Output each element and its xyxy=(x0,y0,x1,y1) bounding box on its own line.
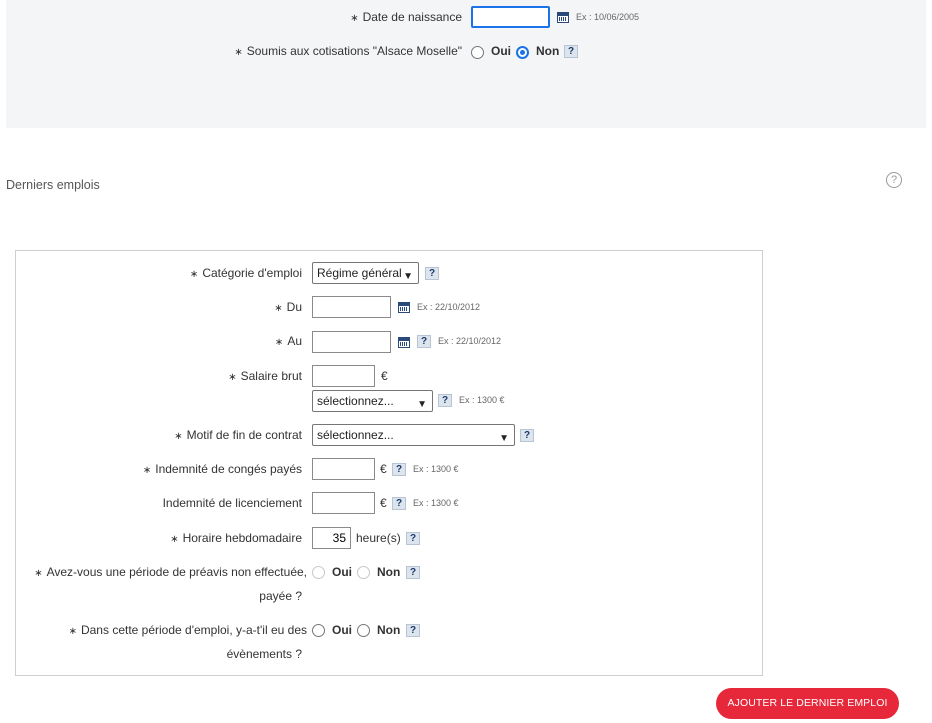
help-icon[interactable]: ? xyxy=(406,532,420,545)
categorie-label: Catégorie d'emploi xyxy=(202,266,302,280)
evenements-oui-label[interactable]: Oui xyxy=(332,623,352,637)
horaire-unit: heure(s) xyxy=(356,531,401,545)
preavis-non-label[interactable]: Non xyxy=(377,565,401,579)
evenements-non-label[interactable]: Non xyxy=(377,623,401,637)
licenciement-input[interactable] xyxy=(312,492,375,514)
motif-label-row xyxy=(40,428,302,442)
categorie-select[interactable] xyxy=(312,262,419,284)
required-marker: ∗ xyxy=(68,626,77,637)
evenements-oui-radio[interactable] xyxy=(312,624,325,637)
preavis-oui-label[interactable]: Oui xyxy=(332,565,352,579)
question-circle-icon[interactable]: ? xyxy=(886,172,902,188)
horaire-label: Horaire hebdomadaire xyxy=(182,531,302,545)
categorie-label-row xyxy=(40,266,302,280)
calendar-icon[interactable] xyxy=(398,302,410,313)
salaire-label: Salaire brut xyxy=(240,369,302,383)
alsace-non-label[interactable]: Non xyxy=(536,44,560,58)
alsace-non-radio[interactable] xyxy=(516,46,529,59)
preavis-oui-radio[interactable] xyxy=(312,566,325,579)
au-label: Au xyxy=(287,334,302,348)
licenciement-example: Ex : 1300 € xyxy=(413,498,459,508)
motif-label: Motif de fin de contrat xyxy=(186,428,302,442)
horaire-input[interactable] xyxy=(312,527,351,549)
salaire-period-value: sélectionnez... xyxy=(317,394,394,408)
du-label: Du xyxy=(286,300,302,314)
preavis-label-row xyxy=(20,565,307,579)
required-marker: ∗ xyxy=(274,337,284,348)
help-icon[interactable]: ? xyxy=(406,566,420,579)
help-icon[interactable]: ? xyxy=(392,463,406,476)
licenciement-label: Indemnité de licenciement xyxy=(162,496,302,510)
chevron-down-icon: ▼ xyxy=(417,399,427,410)
calendar-icon[interactable] xyxy=(557,12,569,23)
preavis-non-radio[interactable] xyxy=(357,566,370,579)
licenciement-label-row xyxy=(40,496,302,510)
dob-label: Date de naissance xyxy=(362,10,462,24)
required-marker: ∗ xyxy=(174,431,183,442)
add-last-job-button[interactable]: AJOUTER LE DERNIER EMPLOI xyxy=(716,688,899,719)
licenciement-currency: € xyxy=(380,496,387,510)
conges-example: Ex : 1300 € xyxy=(413,464,459,474)
dob-input[interactable] xyxy=(471,6,550,28)
help-icon[interactable]: ? xyxy=(406,624,420,637)
section-title: Derniers emplois xyxy=(6,178,100,192)
salaire-currency: € xyxy=(381,369,388,383)
evenements-label: Dans cette période d'emploi, y-a-t'il eu des xyxy=(80,623,307,637)
categorie-value: Régime général xyxy=(317,266,402,280)
required-marker: ∗ xyxy=(189,269,199,280)
evenements-label-row xyxy=(20,623,307,637)
salaire-input[interactable] xyxy=(312,365,375,387)
au-example: Ex : 22/10/2012 xyxy=(438,336,502,346)
required-marker: ∗ xyxy=(228,372,237,383)
salaire-label-row xyxy=(40,369,302,383)
au-label-row xyxy=(40,334,302,348)
motif-value: sélectionnez... xyxy=(317,428,394,442)
conges-label-row xyxy=(40,462,302,476)
salaire-period-select[interactable] xyxy=(312,390,433,412)
required-marker: ∗ xyxy=(234,47,243,58)
help-icon[interactable]: ? xyxy=(564,45,578,58)
help-icon[interactable]: ? xyxy=(425,267,439,280)
chevron-down-icon: ▼ xyxy=(403,271,413,282)
conges-label: Indemnité de congés payés xyxy=(155,462,302,476)
dob-example: Ex : 10/06/2005 xyxy=(576,12,640,22)
required-marker: ∗ xyxy=(34,568,43,579)
alsace-label-row xyxy=(200,44,462,58)
alsace-label: Soumis aux cotisations "Alsace Moselle" xyxy=(246,44,462,58)
du-label-row xyxy=(40,300,302,314)
alsace-oui-radio[interactable] xyxy=(471,46,484,59)
dob-label-row xyxy=(300,10,462,24)
help-icon[interactable]: ? xyxy=(438,394,452,407)
alsace-oui-label[interactable]: Oui xyxy=(491,44,511,58)
horaire-label-row xyxy=(40,531,302,545)
required-marker: ∗ xyxy=(350,13,359,24)
help-icon[interactable]: ? xyxy=(520,429,534,442)
du-input[interactable] xyxy=(312,296,391,318)
personal-info-panel xyxy=(6,0,926,128)
help-icon[interactable]: ? xyxy=(417,335,431,348)
required-marker: ∗ xyxy=(274,303,283,314)
conges-currency: € xyxy=(380,462,387,476)
motif-select[interactable] xyxy=(312,424,515,446)
chevron-down-icon: ▼ xyxy=(499,433,509,444)
required-marker: ∗ xyxy=(170,534,179,545)
evenements-non-radio[interactable] xyxy=(357,624,370,637)
salaire-example: Ex : 1300 € xyxy=(459,395,505,405)
preavis-label-line2: payée ? xyxy=(259,589,302,603)
help-icon[interactable]: ? xyxy=(392,497,406,510)
conges-input[interactable] xyxy=(312,458,375,480)
au-input[interactable] xyxy=(312,331,391,353)
required-marker: ∗ xyxy=(142,465,152,476)
preavis-label: Avez-vous une période de préavis non effectuée, xyxy=(46,565,307,579)
calendar-icon[interactable] xyxy=(398,337,410,348)
du-example: Ex : 22/10/2012 xyxy=(417,302,481,312)
evenements-label-line2: évènements ? xyxy=(226,647,302,661)
